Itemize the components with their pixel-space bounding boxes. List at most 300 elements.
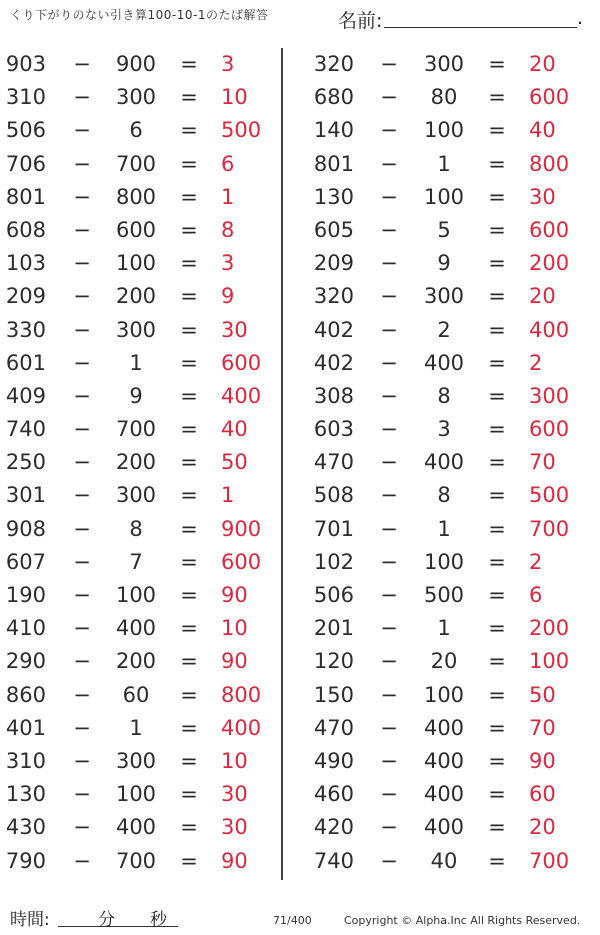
minus-sign: − (73, 682, 91, 707)
problem-row (300, 413, 595, 446)
answer: 70 (529, 715, 556, 740)
minus-sign: − (380, 317, 398, 342)
answer: 6 (221, 151, 235, 176)
answer: 60 (529, 782, 556, 807)
problem-row (300, 513, 595, 546)
subtrahend: 9 (129, 383, 143, 408)
equals-sign: = (488, 782, 506, 807)
problem-row (300, 247, 595, 280)
problem-row (0, 811, 280, 844)
minus-sign: − (73, 417, 91, 442)
minuend: 401 (5, 715, 46, 740)
minus-sign: − (73, 549, 91, 574)
minuend: 508 (313, 483, 354, 508)
minus-sign: − (73, 748, 91, 773)
equals-sign: = (180, 417, 198, 442)
minus-sign: − (380, 483, 398, 508)
subtrahend: 5 (437, 217, 451, 242)
subtrahend: 800 (115, 184, 157, 209)
subtrahend: 8 (437, 383, 451, 408)
equals-sign: = (488, 748, 506, 773)
problem-row (300, 148, 595, 181)
minus-sign: − (380, 616, 398, 641)
problem-row (300, 612, 595, 645)
equals-sign: = (488, 350, 506, 375)
answer: 600 (221, 350, 262, 375)
minutes-label: 分 (98, 910, 115, 930)
answer: 8 (221, 217, 235, 242)
equals-sign: = (180, 317, 198, 342)
subtrahend: 300 (423, 52, 465, 76)
subtrahend: 6 (129, 118, 143, 143)
minuend: 320 (313, 284, 354, 309)
answer: 3 (221, 251, 235, 276)
minus-sign: − (380, 549, 398, 574)
minus-sign: − (73, 217, 91, 242)
problem-row (0, 845, 280, 878)
minuend: 102 (313, 549, 354, 574)
problem-row (0, 214, 280, 247)
answer: 1 (221, 483, 235, 508)
answer: 200 (529, 251, 570, 276)
equals-sign: = (488, 682, 506, 707)
minus-sign: − (380, 151, 398, 176)
problem-row (0, 579, 280, 612)
column-divider (281, 48, 283, 880)
equals-sign: = (180, 649, 198, 674)
minuend: 250 (5, 450, 46, 475)
subtrahend: 3 (437, 417, 451, 442)
minuend: 150 (313, 682, 354, 707)
answer: 500 (529, 483, 570, 508)
equals-sign: = (488, 583, 506, 607)
subtrahend: 1 (437, 616, 451, 641)
minus-sign: − (380, 383, 398, 408)
time-field (10, 905, 167, 930)
problem-row (0, 380, 280, 413)
subtrahend: 9 (437, 251, 451, 276)
equals-sign: = (180, 848, 198, 873)
subtrahend: 300 (423, 284, 465, 309)
answer: 30 (221, 815, 248, 840)
minus-sign: − (73, 450, 91, 475)
minuend: 903 (5, 52, 46, 76)
answer: 50 (529, 682, 556, 707)
problem-row (300, 579, 595, 612)
problem-row (0, 679, 280, 712)
subtrahend: 300 (115, 317, 157, 342)
minus-sign: − (73, 151, 91, 176)
equals-sign: = (180, 118, 198, 143)
answer: 10 (221, 85, 248, 110)
minuend: 308 (313, 383, 354, 408)
equals-sign: = (488, 649, 506, 674)
equals-sign: = (180, 483, 198, 508)
subtrahend: 900 (115, 52, 157, 76)
problem-row (0, 81, 280, 114)
problem-row (0, 280, 280, 313)
subtrahend: 100 (115, 782, 157, 807)
minuend: 801 (313, 151, 354, 176)
equals-sign: = (488, 450, 506, 475)
name-end-dot: . (576, 7, 583, 29)
problem-row (0, 612, 280, 645)
minuend: 430 (5, 815, 46, 840)
problem-row (300, 347, 595, 380)
minuend: 420 (313, 815, 354, 840)
answer: 6 (529, 583, 543, 607)
answer: 50 (221, 450, 248, 475)
minuend: 103 (5, 251, 46, 276)
minuend: 130 (5, 782, 46, 807)
equals-sign: = (180, 815, 198, 840)
answer: 90 (221, 649, 248, 674)
subtrahend: 60 (122, 682, 150, 707)
subtrahend: 1 (437, 151, 451, 176)
equals-sign: = (488, 383, 506, 408)
subtrahend: 40 (430, 848, 458, 873)
subtrahend: 1 (129, 350, 143, 375)
left-problem-column (0, 48, 280, 878)
name-label: 名前: (338, 10, 383, 32)
answer: 200 (529, 616, 570, 641)
equals-sign: = (488, 217, 506, 242)
minuend: 706 (5, 151, 46, 176)
problem-row (0, 513, 280, 546)
minuend: 740 (313, 848, 354, 873)
problem-row (300, 81, 595, 114)
minuend: 701 (313, 516, 354, 541)
time-label: 時間: (10, 910, 50, 930)
minus-sign: − (380, 682, 398, 707)
minus-sign: − (380, 251, 398, 276)
minuend: 290 (5, 649, 46, 674)
minus-sign: − (380, 516, 398, 541)
equals-sign: = (488, 549, 506, 574)
minus-sign: − (380, 85, 398, 110)
subtrahend: 100 (423, 549, 465, 574)
answer: 20 (529, 284, 556, 309)
problem-row (300, 446, 595, 479)
equals-sign: = (180, 350, 198, 375)
equals-sign: = (488, 483, 506, 508)
problem-row (300, 214, 595, 247)
minuend: 790 (5, 848, 46, 873)
equals-sign: = (488, 616, 506, 641)
minus-sign: − (380, 284, 398, 309)
answer: 800 (529, 151, 570, 176)
answer: 700 (529, 516, 570, 541)
minuend: 310 (5, 85, 46, 110)
answer: 700 (529, 848, 570, 873)
problem-row (300, 280, 595, 313)
answer: 70 (529, 450, 556, 475)
minuend: 209 (5, 284, 46, 309)
problem-row (300, 645, 595, 678)
minus-sign: − (380, 450, 398, 475)
answer: 600 (529, 417, 570, 442)
answer: 600 (529, 217, 570, 242)
minuend: 402 (313, 317, 354, 342)
worksheet-title: くり下がりのない引き算100-10-1のたば解答 (10, 8, 269, 22)
minus-sign: − (73, 815, 91, 840)
subtrahend: 8 (437, 483, 451, 508)
problem-row (300, 314, 595, 347)
subtrahend: 400 (423, 450, 465, 475)
equals-sign: = (488, 184, 506, 209)
minus-sign: − (380, 417, 398, 442)
equals-sign: = (180, 782, 198, 807)
subtrahend: 100 (423, 118, 465, 143)
copyright-notice: Copyright © Alpha.Inc All Rights Reserved. (344, 914, 581, 927)
equals-sign: = (180, 184, 198, 209)
answer: 20 (529, 52, 556, 76)
subtrahend: 700 (115, 417, 157, 442)
minuend: 301 (5, 483, 46, 508)
equals-sign: = (180, 85, 198, 110)
subtrahend: 400 (423, 782, 465, 807)
minus-sign: − (73, 317, 91, 342)
problem-row (300, 48, 595, 81)
answer: 30 (529, 184, 556, 209)
equals-sign: = (180, 251, 198, 276)
subtrahend: 80 (430, 85, 458, 110)
equals-sign: = (180, 616, 198, 641)
equals-sign: = (180, 151, 198, 176)
minus-sign: − (73, 284, 91, 309)
minuend: 860 (5, 682, 46, 707)
problem-row (0, 712, 280, 745)
equals-sign: = (488, 85, 506, 110)
subtrahend: 100 (423, 184, 465, 209)
minuend: 120 (313, 649, 354, 674)
problem-row (300, 380, 595, 413)
minuend: 320 (313, 52, 354, 76)
equals-sign: = (180, 516, 198, 541)
minus-sign: − (73, 483, 91, 508)
minus-sign: − (380, 815, 398, 840)
answer: 500 (221, 118, 262, 143)
minuend: 190 (5, 583, 46, 607)
minus-sign: − (380, 782, 398, 807)
minus-sign: − (380, 350, 398, 375)
problem-row (0, 347, 280, 380)
minus-sign: − (73, 848, 91, 873)
answer: 3 (221, 52, 235, 76)
subtrahend: 200 (115, 284, 157, 309)
minus-sign: − (73, 184, 91, 209)
minuend: 402 (313, 350, 354, 375)
problem-row (300, 778, 595, 811)
answer: 2 (529, 350, 543, 375)
problem-row (300, 181, 595, 214)
answer: 800 (221, 682, 262, 707)
minus-sign: − (73, 350, 91, 375)
problem-row (300, 745, 595, 778)
problem-row (300, 845, 595, 878)
equals-sign: = (488, 848, 506, 873)
subtrahend: 400 (115, 815, 157, 840)
subtrahend: 100 (423, 682, 465, 707)
answer: 90 (529, 748, 556, 773)
minus-sign: − (73, 52, 91, 76)
minus-sign: − (380, 52, 398, 76)
subtrahend: 1 (437, 516, 451, 541)
problem-row (0, 745, 280, 778)
equals-sign: = (180, 748, 198, 773)
minus-sign: − (73, 715, 91, 740)
equals-sign: = (180, 284, 198, 309)
minuend: 209 (313, 251, 354, 276)
subtrahend: 200 (115, 649, 157, 674)
problem-row (300, 479, 595, 512)
subtrahend: 20 (430, 649, 458, 674)
subtrahend: 400 (115, 616, 157, 641)
minus-sign: − (73, 383, 91, 408)
minus-sign: − (380, 118, 398, 143)
minus-sign: − (380, 715, 398, 740)
minus-sign: − (73, 118, 91, 143)
answer: 400 (529, 317, 570, 342)
problem-row (0, 778, 280, 811)
minuend: 740 (5, 417, 46, 442)
problem-row (0, 181, 280, 214)
answer: 600 (221, 549, 262, 574)
answer: 90 (221, 848, 248, 873)
problem-row (300, 546, 595, 579)
problem-row (300, 811, 595, 844)
equals-sign: = (180, 217, 198, 242)
equals-sign: = (488, 251, 506, 276)
subtrahend: 400 (423, 748, 465, 773)
equals-sign: = (180, 682, 198, 707)
problem-row (0, 48, 280, 81)
subtrahend: 300 (115, 748, 157, 773)
right-problem-column (300, 48, 595, 878)
subtrahend: 7 (129, 549, 143, 574)
minus-sign: − (73, 583, 91, 607)
answer: 10 (221, 748, 248, 773)
minuend: 680 (313, 85, 354, 110)
minuend: 409 (5, 383, 46, 408)
problem-row (0, 413, 280, 446)
minuend: 490 (313, 748, 354, 773)
answer: 900 (221, 516, 262, 541)
minuend: 506 (5, 118, 46, 143)
minuend: 140 (313, 118, 354, 143)
answer: 400 (221, 383, 262, 408)
answer: 30 (221, 782, 248, 807)
minuend: 908 (5, 516, 46, 541)
answer: 1 (221, 184, 235, 209)
answer: 600 (529, 85, 570, 110)
minus-sign: − (380, 748, 398, 773)
equals-sign: = (488, 151, 506, 176)
subtrahend: 300 (115, 483, 157, 508)
equals-sign: = (488, 118, 506, 143)
subtrahend: 2 (437, 317, 451, 342)
answer: 20 (529, 815, 556, 840)
equals-sign: = (488, 516, 506, 541)
minus-sign: − (73, 516, 91, 541)
subtrahend: 500 (423, 583, 465, 607)
equals-sign: = (180, 450, 198, 475)
minuend: 130 (313, 184, 354, 209)
answer: 100 (529, 649, 570, 674)
equals-sign: = (180, 383, 198, 408)
answer: 300 (529, 383, 570, 408)
minuend: 330 (5, 317, 46, 342)
subtrahend: 600 (115, 217, 157, 242)
minuend: 310 (5, 748, 46, 773)
name-underline (384, 27, 577, 28)
answer: 30 (221, 317, 248, 342)
problem-row (300, 679, 595, 712)
minuend: 608 (5, 217, 46, 242)
minus-sign: − (380, 217, 398, 242)
minuend: 470 (313, 715, 354, 740)
equals-sign: = (488, 52, 506, 76)
subtrahend: 300 (115, 85, 157, 110)
problem-row (0, 114, 280, 147)
equals-sign: = (488, 417, 506, 442)
equals-sign: = (180, 549, 198, 574)
equals-sign: = (180, 583, 198, 607)
problem-row (300, 712, 595, 745)
subtrahend: 700 (115, 848, 157, 873)
minuend: 801 (5, 184, 46, 209)
minus-sign: − (73, 616, 91, 641)
subtrahend: 8 (129, 516, 143, 541)
answer: 2 (529, 549, 543, 574)
minus-sign: − (73, 251, 91, 276)
minuend: 460 (313, 782, 354, 807)
minuend: 470 (313, 450, 354, 475)
problem-row (0, 148, 280, 181)
subtrahend: 400 (423, 815, 465, 840)
page-number: 71/400 (273, 914, 312, 927)
equals-sign: = (488, 317, 506, 342)
minus-sign: − (380, 184, 398, 209)
seconds-label: 秒 (150, 910, 167, 930)
subtrahend: 400 (423, 350, 465, 375)
name-field (338, 6, 583, 32)
minuend: 603 (313, 417, 354, 442)
minuend: 201 (313, 616, 354, 641)
minus-sign: − (73, 782, 91, 807)
problem-row (0, 314, 280, 347)
minuend: 506 (313, 583, 354, 607)
answer: 10 (221, 616, 248, 641)
problem-row (0, 479, 280, 512)
subtrahend: 200 (115, 450, 157, 475)
subtrahend: 100 (115, 583, 157, 607)
answer: 9 (221, 284, 235, 309)
equals-sign: = (488, 715, 506, 740)
answer: 40 (529, 118, 556, 143)
answer: 40 (221, 417, 248, 442)
minuend: 607 (5, 549, 46, 574)
minus-sign: − (73, 85, 91, 110)
answer: 90 (221, 583, 248, 607)
subtrahend: 400 (423, 715, 465, 740)
minuend: 410 (5, 616, 46, 641)
subtrahend: 1 (129, 715, 143, 740)
equals-sign: = (488, 284, 506, 309)
problem-row (0, 546, 280, 579)
subtrahend: 700 (115, 151, 157, 176)
subtrahend: 100 (115, 251, 157, 276)
